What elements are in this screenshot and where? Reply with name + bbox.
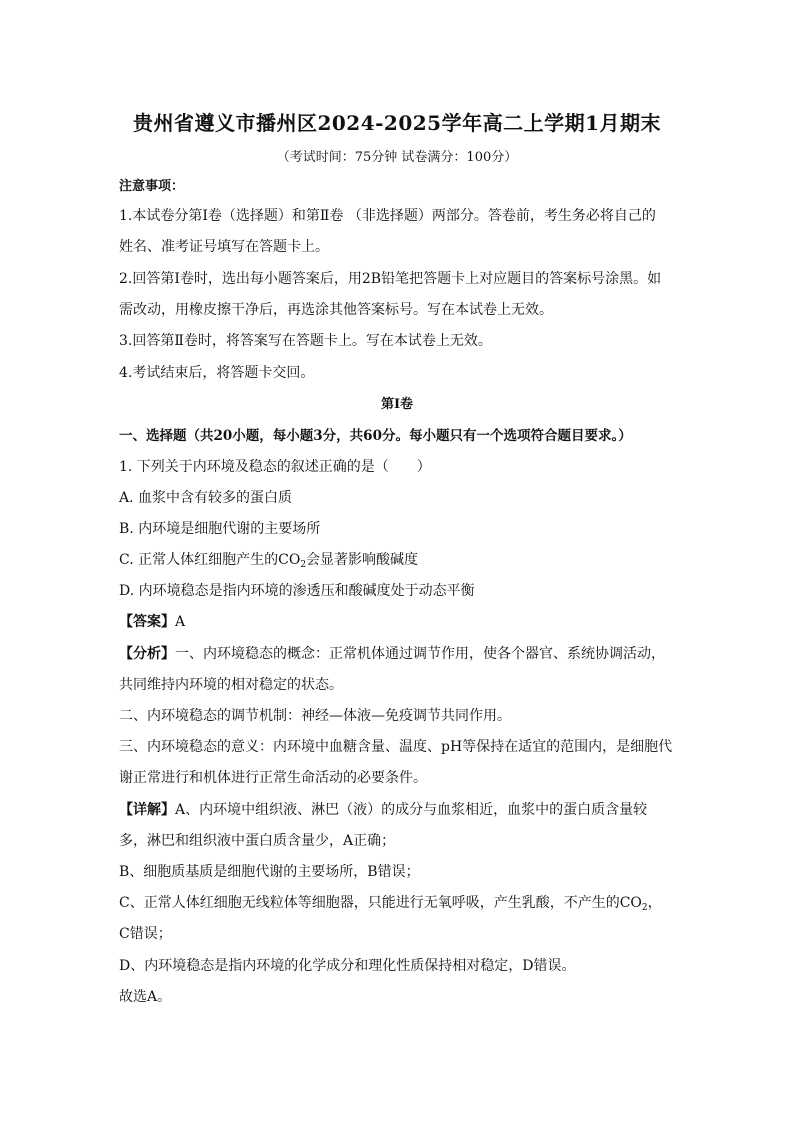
exam-info: （考试时间：75分钟 试卷满分：100分） — [276, 150, 518, 165]
note-line: 1.本试卷分第Ⅰ卷（选择题）和第Ⅱ卷 （非选择题）两部分。答卷前，考生务必将自己的 — [119, 208, 656, 224]
note-line: 4.考试结束后，将答题卡交回。 — [119, 365, 315, 381]
detail-line: B、细胞质基质是细胞代谢的主要场所，B错误； — [119, 864, 420, 880]
analysis-line: 二、内环境稳态的调节机制：神经—体液—免疫调节共同作用。 — [119, 708, 511, 724]
analysis-line: 谢正常进行和机体进行正常生命活动的必要条件。 — [119, 770, 427, 786]
detail-line: D、内环境稳态是指内环境的化学成分和理化性质保持相对稳定，D错误。 — [119, 958, 576, 974]
detail-label: 【详解】 — [119, 802, 175, 818]
note-line: 姓名、准考证号填写在答题卡上。 — [119, 239, 329, 255]
detail-line: 【详解】A、内环境中组织液、淋巴（液）的成分与血浆相近，血浆中的蛋白质含量较 — [119, 802, 648, 818]
analysis-label: 【分析】 — [119, 646, 175, 662]
option-d: D. 内环境稳态是指内环境的渗透压和酸碱度处于动态平衡 — [119, 583, 475, 599]
answer-line — [119, 613, 185, 631]
note-line: 3.回答第Ⅱ卷时，将答案写在答题卡上。写在本试卷上无效。 — [119, 333, 492, 349]
analysis-line: 共同维持内环境的相对稳定的状态。 — [119, 677, 343, 693]
answer-label: 【答案】 — [119, 614, 175, 630]
detail-line: 多，淋巴和组织液中蛋白质含量少，A正确； — [119, 833, 396, 849]
analysis-line: 三、内环境稳态的意义：内环境中血糖含量、温度、pH等保持在适宜的范围内，是细胞代 — [119, 739, 673, 755]
question-stem: 1. 下列关于内环境及稳态的叙述正确的是（ ） — [119, 459, 431, 475]
option-b: B. 内环境是细胞代谢的主要场所 — [119, 521, 321, 537]
answer-value: A — [175, 614, 186, 630]
detail-line: C错误； — [119, 926, 172, 942]
detail-line: C、正常人体红细胞无线粒体等细胞器，只能进行无氧呼吸，产生乳酸，不产生的$CO_2$， — [119, 895, 662, 913]
option-c: C. 正常人体红细胞产生的$CO_2$会显著影响酸碱度 — [119, 552, 419, 570]
section-heading: 第Ⅰ卷 — [380, 397, 414, 412]
note-line: 需改动，用橡皮擦干净后，再选涂其他答案标号。写在本试卷上无效。 — [119, 302, 553, 318]
notes-heading: 注意事项： — [119, 179, 185, 194]
detail-line: 故选A。 — [119, 989, 172, 1005]
note-line: 2.回答第Ⅰ卷时，选出每小题答案后，用2B铅笔把答题卡上对应题目的答案标号涂黑。如 — [119, 271, 662, 287]
document-title: 贵州省遵义市播州区2024-2025学年高二上学期1月期末 — [132, 111, 662, 135]
part-heading: 一、选择题（共20小题，每小题3分，共60分。每小题只有一个选项符合题目要求。） — [119, 428, 632, 444]
option-a: A. 血浆中含有较多的蛋白质 — [119, 490, 293, 506]
analysis-line: 【分析】一、内环境稳态的概念：正常机体通过调节作用，使各个器官、系统协调活动， — [119, 646, 665, 662]
